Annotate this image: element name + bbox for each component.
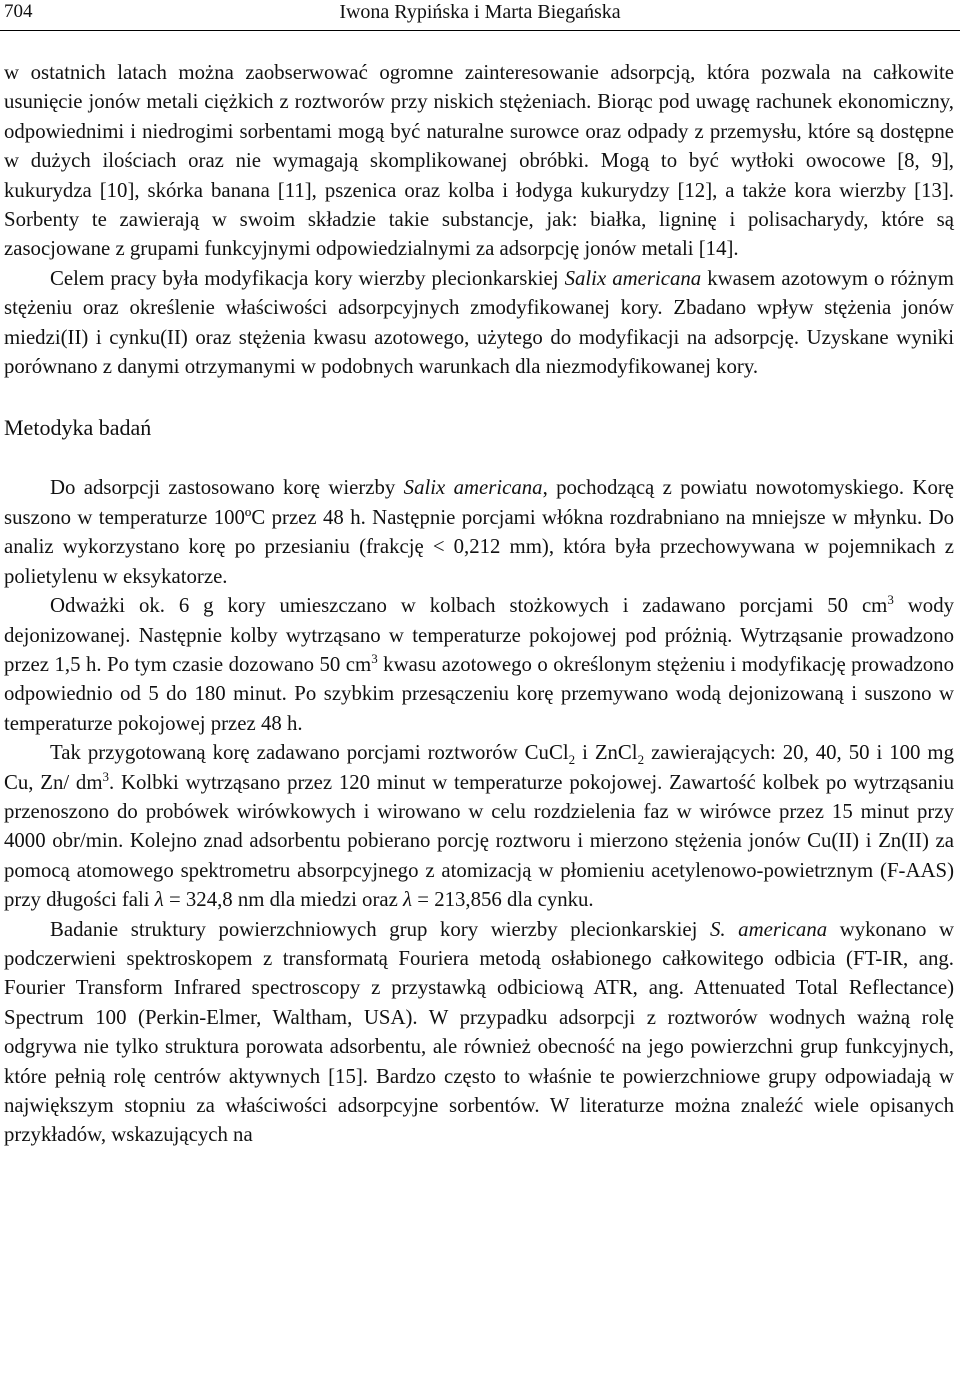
text-run: , pochodzącą z powiatu nowotomyskiego. Korę suszono w temperaturze 100ºC przez 48 h. Następnie porcjami włókna rozdrabniano na mniejsze w młynku. Do analiz wykorzystano korę po przesianiu (frakcję < 0,212 mm), która była przechowywana w pojemnikach z polietylenu w eksykatorze.: [4, 476, 955, 588]
page-number: 704: [4, 1, 33, 22]
superscript: 3: [102, 768, 110, 784]
text-run: Odważki ok. 6 g kory umieszczano w kolbach stożkowych i zadawano porcjami 50 cm: [50, 594, 888, 618]
methods-paragraph-ftir: [4, 915, 954, 1150]
text-run: wody dejonizowanej. Następnie kolby wytrząsano w temperaturze pokojowej pod próżnią. Wytrząsanie prowadzono przez 1,5 h. Po tym czasie dozowano 50 cm: [4, 594, 954, 676]
superscript: 3: [887, 592, 894, 608]
italic-text: λ: [154, 888, 164, 912]
page-body: [4, 58, 954, 1150]
superscript: 3: [371, 650, 378, 666]
text-run: wykonano w podczerwieni spektroskopem z transformatą Fouriera metodą osłabionego całkowitego odbicia (FT-IR, ang. Fourier Transform Infrared spectroscopy z przystawką odbiciową ATR, ang. Attenuated Total Reflectance) Spectrum 100 (Perkin-Elmer, Waltham, USA). W przypadku adsorpcji z roztworów wodnych ważną rolę odgrywa nie tylko struktura porowata adsorbentu, ale również obecność na jego powierzchni grup funkcyjnych, które pełnią rolę centrów aktywnych [15]. Bardzo często to właśnie te powierzchniowe grupy odpowiadają w największym stopniu za właściwości adsorpcyjne sorbentów. W literaturze można znaleźć wiele opisanych przykładów, wskazujących na: [4, 917, 954, 1147]
text-run: = 324,8 nm dla miedzi oraz: [163, 888, 404, 912]
italic-text: Salix americana: [403, 476, 543, 500]
page-header: [0, 0, 960, 31]
italic-text: S. americana: [709, 917, 828, 941]
intro-paragraph-aim: [4, 264, 954, 382]
text-run: w ostatnich latach można zaobserwować ogromne zainteresowanie adsorpcją, która pozwala na całkowite usunięcie jonów metali ciężkich z roztworów przy niskich stężeniach. Biorąc pod uwagę rachunek ekonomiczny, odpowiednimi i niedrogimi sorbentami mogą być naturalne surowce oraz odpady z przemysłu, które są dostępne w dużych ilościach oraz nie wymagają skomplikowanej obróbki. Mogą to być wytłoki owocowe [8, 9], kukurydza [10], skórka banana [11], pszenica oraz kolba i łodyga kukurydzy [12], a także kora wierzby [13]. Sorbenty te zawierają w swoim składzie takie substancje, jak: białka, ligninę i polisacharydy, które są zasocjowane z grupami funkcyjnymi odpowiedzialnymi za adsorpcję jonów metali [14].: [4, 61, 954, 261]
text-run: . Kolbki wytrząsano przez 120 minut w temperaturze pokojowej. Zawartość kolbek po wytrząsaniu przenoszono do probówek wirówkowych i wirowano w celu rozdzielenia faz w wirówce przez 15 minut przy 4000 obr/min. Kolejno znad adsorbentu pobierano porcję roztworu i mierzono stężenia jonów Cu(II) i Zn(II) za pomocą atomowego spektrometru absorpcyjnego z atomizacją w płomieniu acetylenowo-powietrznym (F-AAS) przy długości fali: [4, 770, 954, 912]
text-run: kwasem azotowym o różnym stężeniu oraz określenie właściwości adsorpcyjnych zmodyfikowanej kory. Zbadano wpływ stężenia jonów miedzi(II) i cynku(II) oraz stężenia kwasu azotowego, użytego do modyfikacji na adsorpcję. Uzyskane wyniki porównano z danymi otrzymanymi w podobnych warunkach dla niezmodyfikowanej kory.: [4, 266, 954, 379]
text-run: Badanie struktury powierzchniowych grup kory wierzby plecionkarskiej: [50, 917, 710, 941]
text-run: Tak przygotowaną korę zadawano porcjami roztworów CuCl: [50, 741, 569, 765]
text-run: Celem pracy była modyfikacja kory wierzby plecionkarskiej: [50, 266, 565, 290]
text-run: Do adsorpcji zastosowano korę wierzby: [50, 476, 404, 500]
intro-paragraph-1: [4, 58, 954, 264]
text-run: = 213,856 dla cynku.: [412, 888, 594, 912]
text-run: zawierających: 20, 40, 50 i 100 mg Cu, Zn/ dm: [4, 741, 954, 794]
methods-paragraph-material: [4, 473, 954, 591]
section-heading-methods: Metodyka badań: [4, 415, 152, 441]
italic-text: λ: [403, 888, 413, 912]
italic-text: Salix americana: [564, 266, 702, 290]
subscript: 2: [568, 752, 576, 768]
methods-paragraph-modification: [4, 591, 954, 738]
methods-paragraph-adsorption: [4, 738, 954, 914]
running-head: Iwona Rypińska i Marta Biegańska: [339, 1, 621, 23]
text-run: i ZnCl: [575, 741, 638, 765]
text-run: kwasu azotowego o określonym stężeniu i modyfikację prowadzono odpowiednio od 5 do 180 minut. Po szybkim przesączeniu korę przemywano wodą dejonizowaną i suszono w temperaturze pokojowej przez 48 h.: [4, 652, 954, 735]
subscript: 2: [637, 752, 645, 768]
